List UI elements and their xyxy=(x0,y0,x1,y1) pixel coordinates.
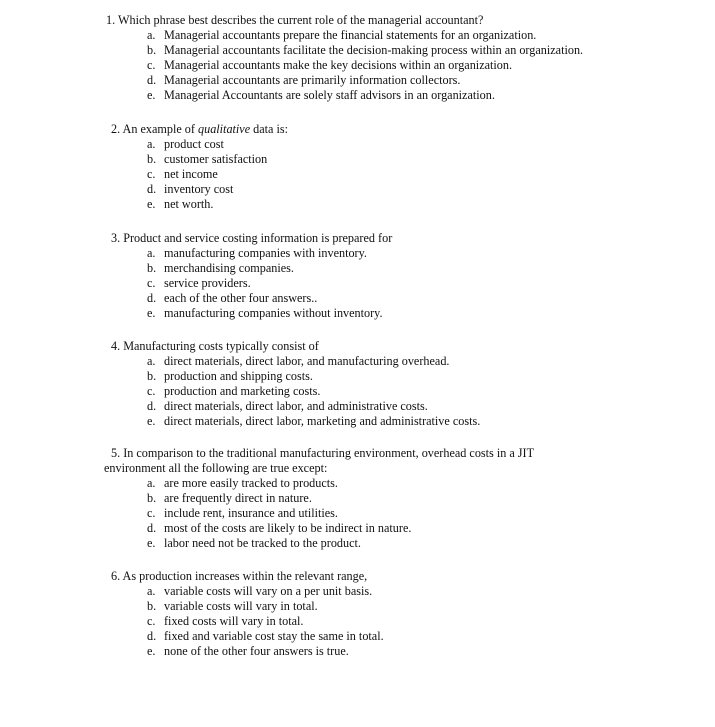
option-e xyxy=(147,414,480,429)
option-text: net income xyxy=(164,167,218,181)
option-text: labor need not be tracked to the product. xyxy=(164,536,361,550)
option-e xyxy=(147,197,213,212)
question-text: Which phrase best describes the current role of the managerial accountant? xyxy=(117,13,484,27)
option-c xyxy=(147,167,218,182)
option-text: merchandising companies. xyxy=(164,261,294,275)
option-d xyxy=(147,399,428,414)
option-text: production and shipping costs. xyxy=(164,369,313,383)
option-c xyxy=(147,58,512,73)
option-letter: c. xyxy=(147,276,156,290)
option-d xyxy=(147,73,460,88)
question-stem xyxy=(111,231,392,246)
option-letter: d. xyxy=(147,291,157,305)
option-letter: b. xyxy=(147,261,157,275)
option-d xyxy=(147,291,317,306)
option-c xyxy=(147,614,303,629)
option-text: Managerial accountants are primarily information collectors. xyxy=(164,73,461,87)
option-letter: e. xyxy=(147,197,156,211)
question-text: As production increases within the relevant range, xyxy=(122,569,368,583)
option-text: inventory cost xyxy=(164,182,234,196)
option-letter: a. xyxy=(147,584,156,598)
option-letter: b. xyxy=(147,491,157,505)
option-text: fixed costs will vary in total. xyxy=(164,614,304,628)
option-text: variable costs will vary in total. xyxy=(164,599,318,613)
option-e xyxy=(147,644,349,659)
option-letter: a. xyxy=(147,28,156,42)
option-b xyxy=(147,43,583,58)
option-letter: d. xyxy=(147,399,157,413)
option-text: Managerial accountants facilitate the decision-making process within an organization. xyxy=(164,43,584,57)
option-letter: e. xyxy=(147,414,156,428)
option-c xyxy=(147,506,338,521)
question-text-emphasis: qualitative xyxy=(198,122,251,136)
question-number: 1. xyxy=(106,13,116,27)
option-letter: d. xyxy=(147,629,157,643)
option-letter: b. xyxy=(147,43,157,57)
option-text: production and marketing costs. xyxy=(164,384,321,398)
question-text-continued: environment all the following are true except: xyxy=(104,461,328,475)
question-number: 5. xyxy=(111,446,121,460)
option-letter: d. xyxy=(147,73,157,87)
option-b xyxy=(147,152,267,167)
option-text: manufacturing companies without inventory. xyxy=(164,306,383,320)
option-letter: a. xyxy=(147,137,156,151)
option-text: customer satisfaction xyxy=(164,152,268,166)
option-text: are frequently direct in nature. xyxy=(164,491,312,505)
option-letter: d. xyxy=(147,521,157,535)
option-text: net worth. xyxy=(164,197,214,211)
option-text: product cost xyxy=(164,137,224,151)
option-letter: a. xyxy=(147,476,156,490)
option-text: Managerial accountants make the key decisions within an organization. xyxy=(164,58,513,72)
option-e xyxy=(147,306,383,321)
option-text: direct materials, direct labor, and manufacturing overhead. xyxy=(164,354,450,368)
question-number: 6. xyxy=(111,569,121,583)
option-a xyxy=(147,476,338,491)
question-number: 4. xyxy=(111,339,121,353)
option-text: none of the other four answers is true. xyxy=(164,644,349,658)
option-letter: c. xyxy=(147,506,156,520)
option-text: are more easily tracked to products. xyxy=(164,476,338,490)
option-c xyxy=(147,384,320,399)
question-stem-line2 xyxy=(104,461,327,476)
option-b xyxy=(147,491,312,506)
question-text-pre: An example of xyxy=(122,122,198,136)
option-e xyxy=(147,536,361,551)
option-letter: b. xyxy=(147,152,157,166)
option-a xyxy=(147,137,224,152)
option-text: Managerial accountants prepare the financial statements for an organization. xyxy=(164,28,537,42)
question-stem xyxy=(111,569,367,584)
question-stem xyxy=(106,13,483,28)
option-c xyxy=(147,276,251,291)
option-letter: e. xyxy=(147,88,156,102)
option-text: fixed and variable cost stay the same in total. xyxy=(164,629,384,643)
option-a xyxy=(147,584,372,599)
question-text: Manufacturing costs typically consist of xyxy=(123,339,319,353)
question-text: Product and service costing information is prepared for xyxy=(123,231,393,245)
option-text: most of the costs are likely to be indirect in nature. xyxy=(164,521,412,535)
option-text: variable costs will vary on a per unit basis. xyxy=(164,584,373,598)
option-a xyxy=(147,246,367,261)
option-letter: e. xyxy=(147,306,156,320)
option-text: service providers. xyxy=(164,276,251,290)
option-text: each of the other four answers.. xyxy=(164,291,318,305)
question-text: In comparison to the traditional manufacturing environment, overhead costs in a JIT xyxy=(123,446,535,460)
option-a xyxy=(147,354,449,369)
option-letter: b. xyxy=(147,599,157,613)
option-letter: d. xyxy=(147,182,157,196)
option-letter: c. xyxy=(147,167,156,181)
option-b xyxy=(147,261,294,276)
question-text-post: data is: xyxy=(250,122,289,136)
option-text: manufacturing companies with inventory. xyxy=(164,246,367,260)
option-text: Managerial Accountants are solely staff advisors in an organization. xyxy=(164,88,495,102)
option-d xyxy=(147,182,233,197)
option-letter: a. xyxy=(147,246,156,260)
question-stem-line1 xyxy=(111,446,534,461)
question-stem xyxy=(111,122,288,137)
option-a xyxy=(147,28,536,43)
question-stem xyxy=(111,339,319,354)
option-letter: b. xyxy=(147,369,157,383)
option-letter: a. xyxy=(147,354,156,368)
question-number: 3. xyxy=(111,231,121,245)
option-b xyxy=(147,599,318,614)
option-text: direct materials, direct labor, and administrative costs. xyxy=(164,399,428,413)
option-letter: e. xyxy=(147,536,156,550)
option-d xyxy=(147,521,411,536)
question-number: 2. xyxy=(111,122,121,136)
option-letter: c. xyxy=(147,58,156,72)
option-letter: c. xyxy=(147,614,156,628)
option-letter: e. xyxy=(147,644,156,658)
option-letter: c. xyxy=(147,384,156,398)
option-e xyxy=(147,88,495,103)
option-b xyxy=(147,369,313,384)
option-d xyxy=(147,629,384,644)
option-text: include rent, insurance and utilities. xyxy=(164,506,338,520)
option-text: direct materials, direct labor, marketing and administrative costs. xyxy=(164,414,481,428)
